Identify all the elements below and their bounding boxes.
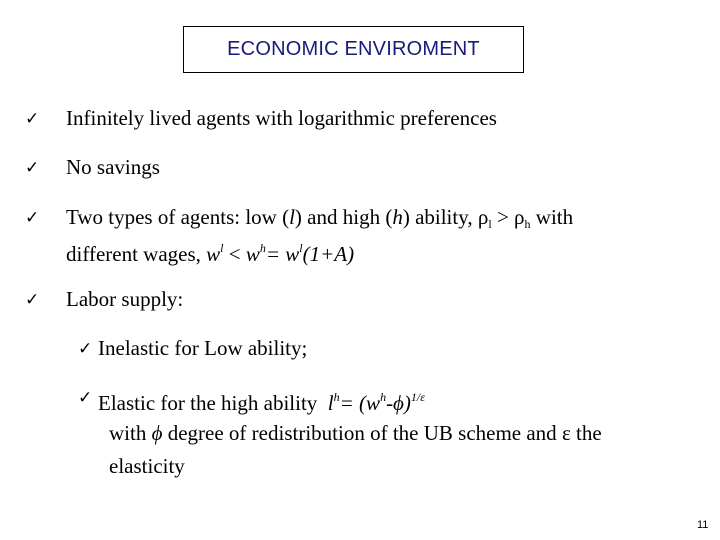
subbullet-inelastic xyxy=(78,333,308,364)
bullet-text-part: ) and high ( xyxy=(294,205,393,229)
bullet-text-part: the xyxy=(570,421,602,445)
greater-than: > xyxy=(491,205,515,229)
subbullet-elastic-line3 xyxy=(109,451,185,482)
check-icon: ✓ xyxy=(25,290,40,310)
slide-title: ECONOMIC ENVIROMENT xyxy=(227,38,480,60)
title-box xyxy=(183,26,524,73)
check-icon: ✓ xyxy=(25,109,40,129)
rho-subscript: h xyxy=(524,217,531,231)
bullet-text-part: Two types of agents: low ( xyxy=(66,205,290,229)
high-symbol: h xyxy=(392,205,403,229)
low-symbol: l xyxy=(289,205,295,229)
bullet-text: Labor supply: xyxy=(66,287,184,311)
wage-symbol: w xyxy=(366,391,381,415)
bullet-agents xyxy=(25,103,497,134)
bullet-text-part: with xyxy=(109,421,152,445)
wage-superscript: l xyxy=(299,241,303,255)
wage-superscript: h xyxy=(380,390,387,404)
elasticity-exponent: 1/ε xyxy=(410,390,425,404)
labor-symbol: l xyxy=(327,391,334,415)
equals: = xyxy=(265,242,286,266)
wage-formula-tail: (1+A) xyxy=(302,242,355,266)
wage-symbol: w xyxy=(285,242,300,266)
check-icon: ✓ xyxy=(78,388,93,408)
bullet-savings xyxy=(25,152,160,183)
subbullet-elastic xyxy=(78,382,425,419)
bullet-text-part: degree of redistribution of the UB scheme and xyxy=(162,421,562,445)
bullet-text: Inelastic for Low ability; xyxy=(98,336,308,360)
check-icon: ✓ xyxy=(25,158,40,178)
subbullet-elastic-line2 xyxy=(109,418,602,449)
bullet-agent-types-line2 xyxy=(66,233,354,270)
rho-symbol: ρ xyxy=(477,205,489,229)
bullet-text: Elastic for the high ability xyxy=(98,391,318,415)
check-icon: ✓ xyxy=(78,339,93,359)
bullet-text-part: ) ability, xyxy=(402,205,478,229)
wage-symbol: w xyxy=(206,242,221,266)
wage-superscript: l xyxy=(220,241,224,255)
labor-superscript: h xyxy=(333,390,340,404)
check-icon: ✓ xyxy=(25,208,40,228)
bullet-text-part: with xyxy=(530,205,574,229)
epsilon-symbol: ε xyxy=(561,421,571,445)
bullet-text-part: different wages, xyxy=(66,242,207,266)
phi-symbol: ϕ xyxy=(151,421,163,445)
bullet-text: No savings xyxy=(66,155,160,179)
bullet-labor-supply xyxy=(25,284,184,315)
wage-symbol: w xyxy=(245,242,260,266)
bullet-text-part: elasticity xyxy=(109,454,185,478)
page-number: 11 xyxy=(697,519,709,531)
phi-term: -ϕ) xyxy=(386,391,411,415)
less-than: < xyxy=(223,242,246,266)
equals: = ( xyxy=(339,391,367,415)
wage-superscript: h xyxy=(259,241,266,255)
bullet-text: Infinitely lived agents with logarithmic preferences xyxy=(66,106,497,130)
rho-subscript: l xyxy=(488,217,492,231)
rho-symbol: ρ xyxy=(514,205,525,229)
